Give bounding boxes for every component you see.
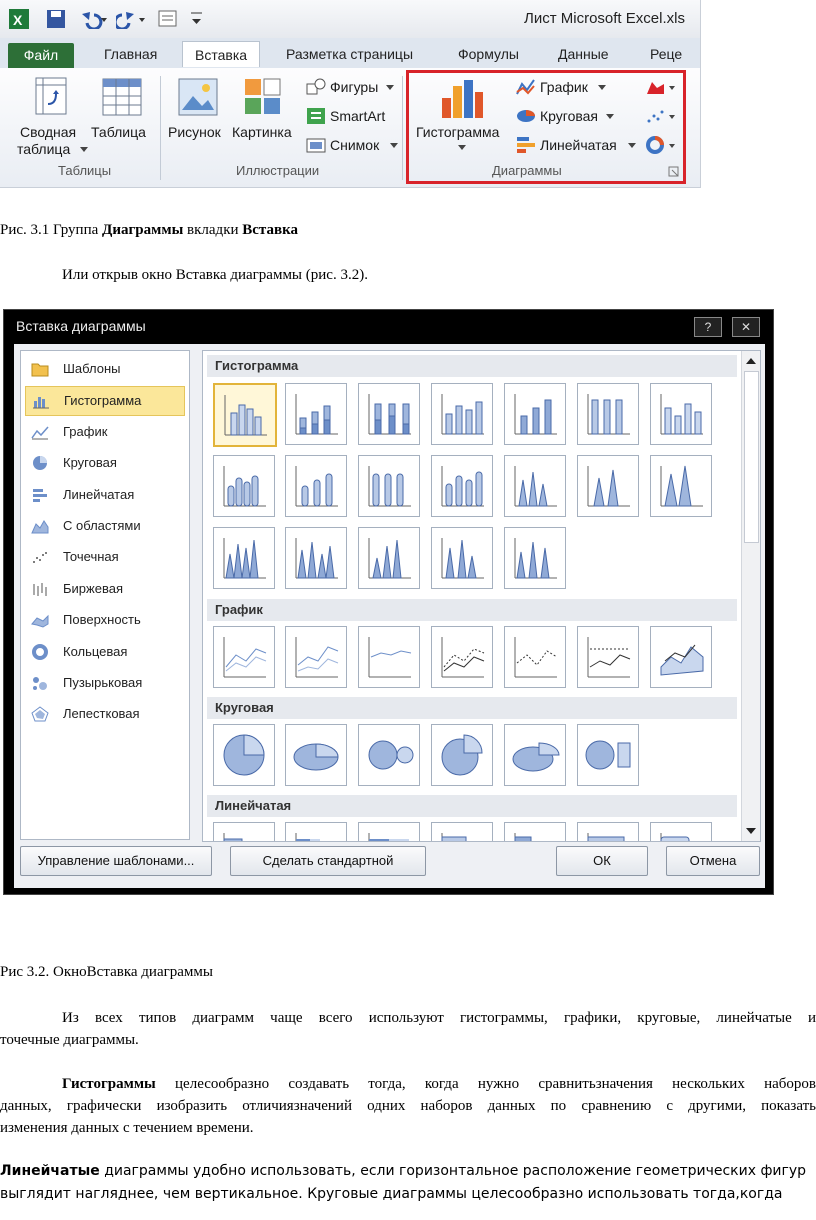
chart-subtype-thumbnail[interactable] [431,527,493,589]
other-charts-icon[interactable] [646,136,676,154]
picture-icon [178,78,218,116]
section-pie [207,697,737,719]
paragraph-1-line-1: Из всех типов диаграмм чаще всего используют гистограммы, графики, круговые, линейчатые и [62,1010,816,1026]
term-bold: Линейчатые [0,1163,100,1179]
clipart-icon [244,78,282,116]
dropdown-arrow-icon [390,143,398,149]
chart-subtype-thumbnail[interactable] [213,383,277,447]
bar-chart-button-label[interactable]: Линейчатая [540,137,617,153]
area-chart-icon [31,518,49,534]
section-label: Круговая [215,700,274,715]
dropdown-arrow-icon [458,145,466,151]
line-chart-icon [516,78,536,96]
chart-subtype-thumbnail[interactable] [577,455,639,517]
chart-subtype-thumbnail[interactable] [358,455,420,517]
chart-preview-icon [286,823,346,842]
chart-preview-icon [651,384,711,444]
chart-subtype-thumbnail[interactable] [213,455,275,517]
paragraph-3-line-1 [0,1160,816,1182]
chart-subtype-thumbnail[interactable] [650,822,712,842]
surface-chart-icon [31,612,49,628]
scroll-up-icon[interactable] [746,357,756,365]
chart-preview-icon [432,823,492,842]
chart-preview-icon [359,823,419,842]
caption-text: Рис. 3.1 Группа [0,222,103,238]
chart-subtype-thumbnail[interactable] [504,527,566,589]
chart-subtype-thumbnail[interactable] [358,822,420,842]
chart-preview-icon [286,627,346,687]
dropdown-arrow-icon [80,147,88,153]
category-item[interactable] [25,449,183,477]
category-label: Шаблоны [63,361,121,376]
paragraph-1-line-2: точечные диаграммы. [0,1032,139,1048]
dropdown-arrow-icon [598,85,606,91]
dialog-launcher-icon[interactable] [668,166,680,178]
bar-chart-icon [516,136,536,154]
figure-3-2-caption: Рис 3.2. ОкноВставка диаграммы [0,964,213,980]
scrollbar-thumb[interactable] [744,371,759,543]
chart-subtype-thumbnail[interactable] [504,626,566,688]
chart-subtype-thumbnail[interactable] [285,527,347,589]
chart-preview-icon [359,384,419,444]
chart-preview-icon [286,725,346,785]
category-item[interactable] [25,669,183,697]
chart-subtype-thumbnail[interactable] [285,455,347,517]
chart-subtype-thumbnail[interactable] [431,383,493,445]
chart-preview-icon [359,627,419,687]
screenshot-icon [306,136,326,154]
caption-text: вкладки [183,222,243,238]
chart-subtype-thumbnail[interactable] [431,724,493,786]
chart-preview-icon [214,528,274,588]
category-label: Лепестковая [63,706,140,722]
scatter-chart-icon [31,549,49,565]
category-item[interactable] [25,355,183,383]
category-item[interactable] [25,638,183,666]
chart-subtype-thumbnail[interactable] [285,822,347,842]
chart-preview-icon [651,627,711,687]
chart-subtype-thumbnail[interactable] [431,822,493,842]
line-chart-button-label[interactable]: График [540,79,588,95]
chart-preview-icon [505,456,565,516]
illustrations-group-label: Иллюстрации [236,163,320,178]
paragraph-2-line-3: изменения данных с течением времени. [0,1120,254,1136]
section-label: Линейчатая [215,798,292,813]
redo-icon[interactable] [116,9,146,29]
figure-3-1-caption [0,219,298,241]
section-line [207,599,737,621]
dropdown-arrow-icon [628,143,636,149]
chart-subtype-thumbnail[interactable] [358,626,420,688]
paragraph-text: целесообразно создавать тогда, когда нужно сравнитьзначения нескольких наборов [155,1076,816,1092]
shapes-button-label[interactable]: Фигуры [330,79,379,95]
paragraph-text: диаграммы удобно использовать, если горизонтальное расположение геометрических фигур [99,1163,807,1179]
chart-preview-icon [432,725,492,785]
section-label: Гистограмма [215,358,299,373]
category-label: С областями [63,518,141,533]
undo-icon[interactable] [78,9,108,29]
group-separator [402,76,403,180]
chart-preview-icon [432,456,492,516]
category-item[interactable] [25,575,183,603]
excel-logo-icon [8,8,30,30]
chart-subtype-thumbnail[interactable] [650,626,712,688]
chart-preview-icon [432,528,492,588]
category-label: Гистограмма [64,393,142,409]
table-icon [102,78,142,116]
category-item[interactable] [25,512,183,540]
form-icon[interactable] [158,10,178,28]
customize-toolbar-icon[interactable] [190,10,204,28]
cancel-button[interactable]: Отмена [666,846,760,876]
chart-preview-icon [578,456,638,516]
ribbon-tabs [0,38,700,68]
radar-chart-icon [31,706,49,722]
section-bar [207,795,737,817]
paragraph-2-line-2: данных, графически изобразить отличиязначений одних наборов данных по сравнению с другими, показать [0,1098,816,1114]
term-bold: Гистограммы [62,1076,156,1092]
chart-preview-icon [214,725,274,785]
chart-preview-icon [432,384,492,444]
chart-preview-icon [359,528,419,588]
section-label: График [215,602,263,617]
chart-preview-icon [215,385,275,445]
category-label: График [63,423,108,439]
pie-chart-icon [31,455,49,471]
chart-subtype-thumbnail[interactable] [504,724,566,786]
pivot-table-icon [34,76,68,116]
chart-subtype-thumbnail[interactable] [213,724,275,786]
chart-subtype-thumbnail[interactable] [358,527,420,589]
category-label: Кольцевая [63,643,128,659]
section-column [207,355,737,377]
category-label: Точечная [63,549,119,565]
category-label: Поверхность [63,612,141,628]
area-chart-icon[interactable] [646,78,676,96]
chart-preview-icon [286,528,346,588]
category-item[interactable] [25,418,183,446]
pie-chart-button-label[interactable]: Круговая [540,108,599,124]
close-button[interactable]: ✕ [732,317,760,337]
column-chart-button-label[interactable]: Гистограмма [416,124,500,140]
chart-preview-icon [432,627,492,687]
doughnut-chart-icon [31,644,49,660]
bar-chart-icon [31,487,49,503]
chart-subtype-thumbnail[interactable] [285,724,347,786]
chart-subtype-thumbnail[interactable] [577,383,639,445]
chart-subtype-thumbnail[interactable] [504,383,566,445]
tab-review[interactable]: Реце [650,46,683,62]
chart-subtype-thumbnail[interactable] [431,455,493,517]
chart-subtype-thumbnail[interactable] [285,383,347,445]
insert-chart-dialog [3,309,774,895]
tab-file[interactable]: Файл [8,43,74,68]
chart-subtype-thumbnail[interactable] [285,626,347,688]
smartart-icon [306,107,326,125]
tab-page-layout[interactable]: Разметка страницы [286,46,414,62]
line-chart-icon [31,424,49,440]
pivot-table-label-2[interactable]: таблица [17,141,71,157]
dropdown-arrow-icon [386,85,394,91]
chart-preview-icon [578,627,638,687]
ok-button[interactable]: ОК [556,846,648,876]
gallery-scrollbar[interactable] [741,351,760,841]
chart-category-list [20,350,190,840]
chart-preview-icon [286,456,346,516]
category-label: Пузырьковая [63,675,143,690]
group-separator [160,76,161,180]
column-chart-icon [440,78,484,120]
manage-templates-button[interactable]: Управление шаблонами... [20,846,212,876]
chart-preview-icon [505,627,565,687]
chart-subtype-thumbnail[interactable] [358,724,420,786]
category-label: Линейчатая [63,486,135,502]
stock-chart-icon [31,581,49,597]
category-item[interactable] [25,543,183,571]
quick-access-toolbar [0,0,700,38]
charts-group-label: Диаграммы [492,163,562,178]
bubble-chart-icon [31,675,49,691]
chart-subtype-thumbnail[interactable] [577,626,639,688]
screenshot-button-label[interactable]: Снимок [330,137,380,153]
picture-button-label[interactable]: Рисунок [168,124,221,140]
set-default-button[interactable]: Сделать стандартной [230,846,426,876]
dropdown-arrow-icon [606,114,614,120]
pivot-table-label-1[interactable]: Сводная [20,124,77,140]
category-item[interactable] [25,481,183,509]
caption-bold: Диаграммы [102,222,184,238]
excel-ribbon-screenshot [0,0,701,188]
chart-subtype-thumbnail[interactable] [577,724,639,786]
chart-subtype-gallery [202,350,761,842]
category-item[interactable] [25,386,185,416]
tab-data[interactable]: Данные [558,46,609,62]
chart-subtype-thumbnail[interactable] [213,626,275,688]
paragraph-2-line-1 [0,1073,816,1095]
chart-preview-icon [505,528,565,588]
chart-preview-icon [505,823,565,842]
chart-subtype-thumbnail[interactable] [650,455,712,517]
tab-formulas[interactable]: Формулы [458,46,519,62]
chart-preview-icon [578,725,638,785]
chart-subtype-thumbnail[interactable] [358,383,420,445]
intro-line: Или открыв окно Вставка диаграммы (рис. 3.2). [62,267,368,283]
category-item[interactable] [25,700,183,728]
chart-preview-icon [578,384,638,444]
chart-subtype-thumbnail[interactable] [213,527,275,589]
pie-chart-icon [516,107,536,123]
save-icon[interactable] [46,9,66,29]
window-title: Лист Microsoft Excel.xls [524,10,685,27]
category-label: Биржевая [63,580,123,596]
chart-subtype-thumbnail[interactable] [577,822,639,842]
category-item[interactable] [25,606,183,634]
chart-preview-icon [214,823,274,842]
tab-insert[interactable]: Вставка [182,41,260,67]
dialog-title: Вставка диаграммы [16,318,146,334]
caption-bold: Вставка [242,222,298,238]
chart-preview-icon [505,384,565,444]
chart-subtype-thumbnail[interactable] [213,822,275,842]
chart-subtype-thumbnail[interactable] [650,383,712,445]
column-chart-icon [32,393,50,409]
chart-preview-icon [286,384,346,444]
chart-preview-icon [578,823,638,842]
chart-subtype-thumbnail[interactable] [504,455,566,517]
scroll-down-icon[interactable] [746,827,756,835]
table-button-label[interactable]: Таблица [91,124,146,140]
chart-subtype-thumbnail[interactable] [504,822,566,842]
tables-group-label: Таблицы [58,163,112,178]
shapes-icon [306,78,326,96]
chart-preview-icon [651,456,711,516]
smartart-button-label[interactable]: SmartArt [330,108,386,124]
chart-preview-icon [505,725,565,785]
chart-preview-icon [359,456,419,516]
scatter-chart-icon[interactable] [646,107,676,125]
chart-preview-icon [651,823,711,842]
category-label: Круговая [63,455,117,471]
tab-home[interactable]: Главная [104,46,158,62]
clipart-button-label[interactable]: Картинка [232,124,292,140]
paragraph-3-line-2: выглядит нагляднее, чем вертикальное. Круговые диаграммы целесообразно использовать тогда,когда [0,1186,783,1202]
chart-preview-icon [214,627,274,687]
chart-preview-icon [214,456,274,516]
svg-text:X: X [13,12,23,28]
folder-icon [31,361,49,377]
dialog-body [14,344,765,888]
chart-preview-icon [359,725,419,785]
help-button[interactable]: ? [694,317,722,337]
chart-subtype-thumbnail[interactable] [431,626,493,688]
